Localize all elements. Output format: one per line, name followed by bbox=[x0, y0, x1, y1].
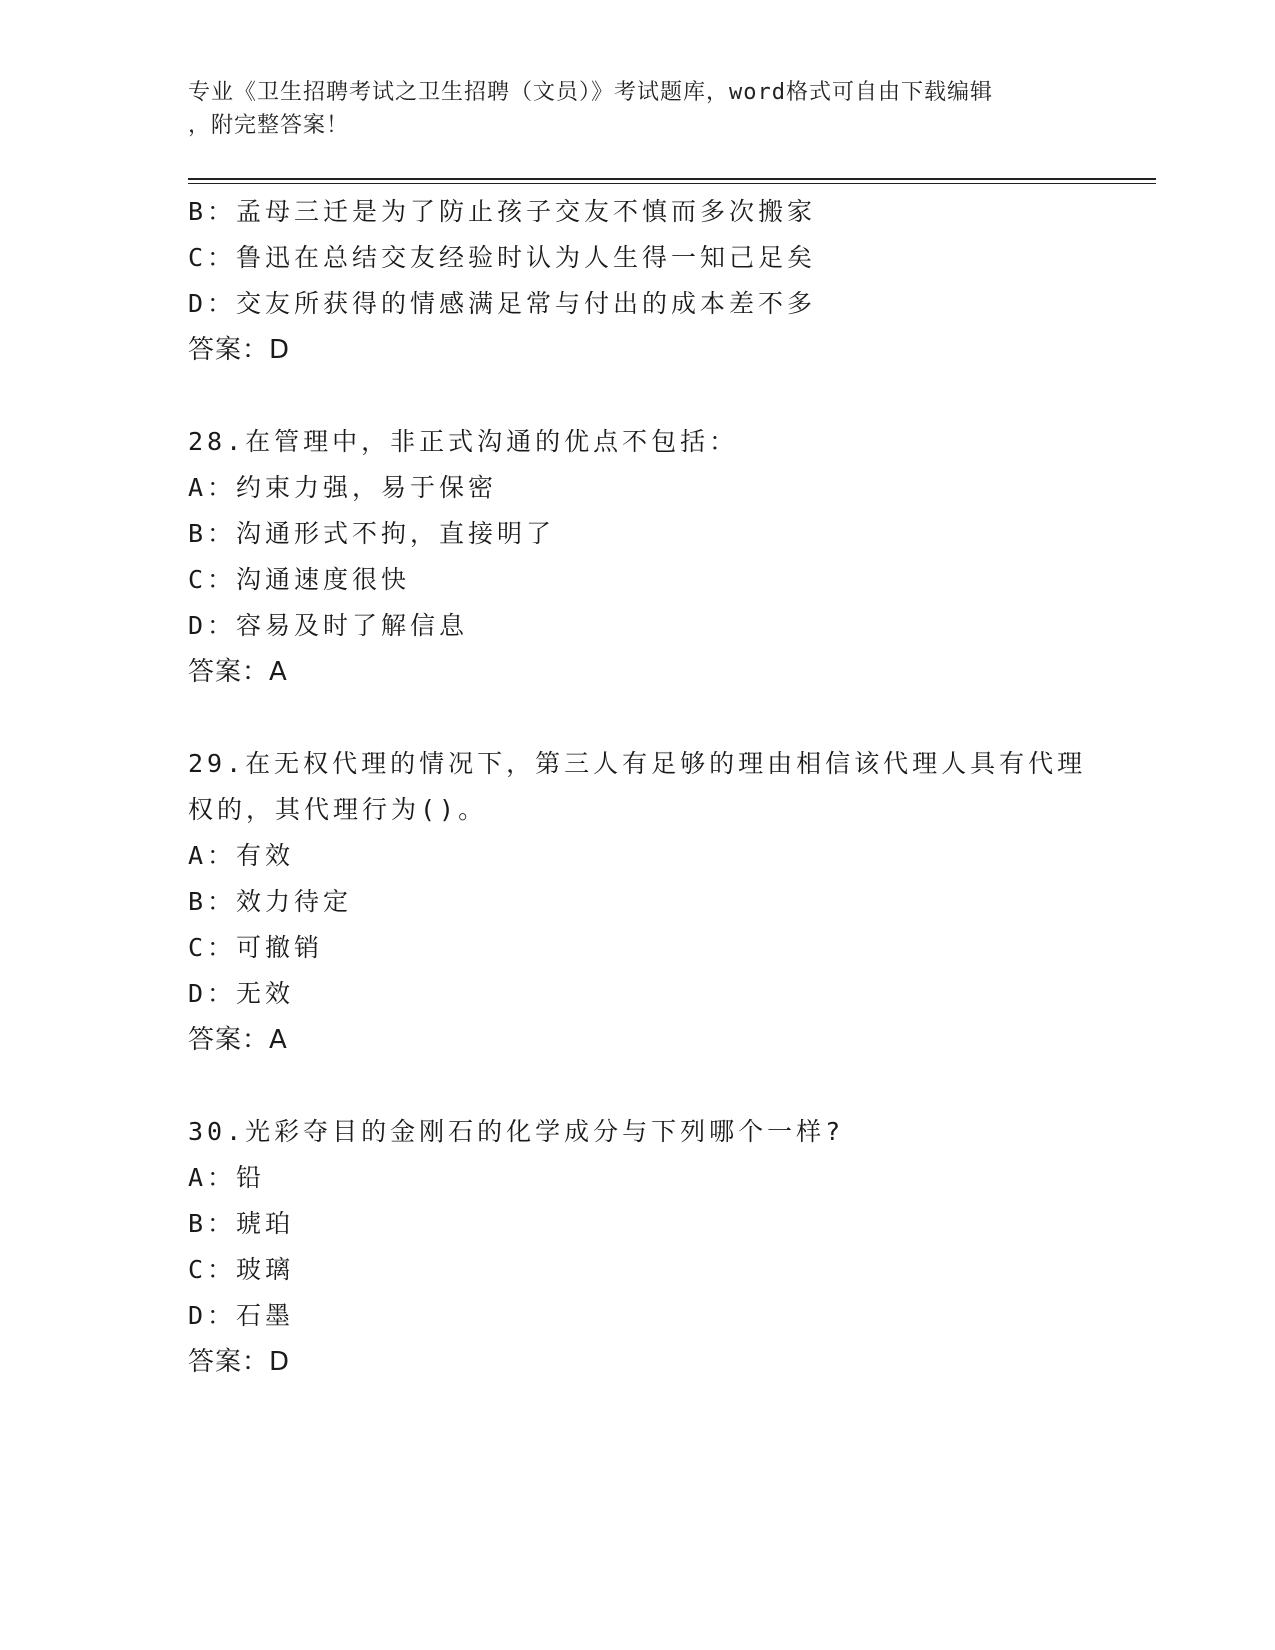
header-line: ，附完整答案！ bbox=[188, 113, 350, 138]
option: C：沟通速度很快 bbox=[188, 565, 411, 594]
question-block bbox=[188, 1109, 1108, 1385]
option: A：铅 bbox=[188, 1163, 266, 1192]
option: C：玻璃 bbox=[188, 1255, 295, 1284]
option: D：石墨 bbox=[188, 1301, 295, 1330]
question-list bbox=[188, 189, 1108, 1385]
question-stem: 29.在无权代理的情况下，第三人有足够的理由相信该代理人具有代理 bbox=[188, 749, 1087, 778]
header-divider bbox=[188, 183, 1156, 184]
question-block bbox=[188, 419, 1108, 695]
question-stem: 权的，其代理行为()。 bbox=[188, 795, 488, 824]
answer: 答案：D bbox=[188, 1347, 291, 1377]
question-stem: 30.光彩夺目的金刚石的化学成分与下列哪个一样? bbox=[188, 1117, 845, 1146]
question-block bbox=[188, 741, 1108, 1063]
question-stem: 28.在管理中，非正式沟通的优点不包括： bbox=[188, 427, 739, 456]
option: B：孟母三迁是为了防止孩子交友不慎而多次搬家 bbox=[188, 197, 817, 226]
option: C：可撤销 bbox=[188, 933, 324, 962]
answer: 答案：A bbox=[188, 657, 288, 687]
option: A：约束力强，易于保密 bbox=[188, 473, 498, 502]
header-divider bbox=[188, 178, 1156, 180]
option: D：交友所获得的情感满足常与付出的成本差不多 bbox=[188, 289, 817, 318]
document-header bbox=[188, 76, 1068, 142]
option: B：效力待定 bbox=[188, 887, 353, 916]
header-line: 专业《卫生招聘考试之卫生招聘（文员）》考试题库，word格式可自由下载编辑 bbox=[188, 80, 993, 105]
answer: 答案：A bbox=[188, 1025, 288, 1055]
question-block bbox=[188, 189, 1108, 373]
option: C：鲁迅在总结交友经验时认为人生得一知己足矣 bbox=[188, 243, 817, 272]
option: B：琥珀 bbox=[188, 1209, 295, 1238]
option: D：无效 bbox=[188, 979, 295, 1008]
option: A：有效 bbox=[188, 841, 295, 870]
option: D：容易及时了解信息 bbox=[188, 611, 469, 640]
answer: 答案：D bbox=[188, 335, 291, 365]
option: B：沟通形式不拘，直接明了 bbox=[188, 519, 556, 548]
